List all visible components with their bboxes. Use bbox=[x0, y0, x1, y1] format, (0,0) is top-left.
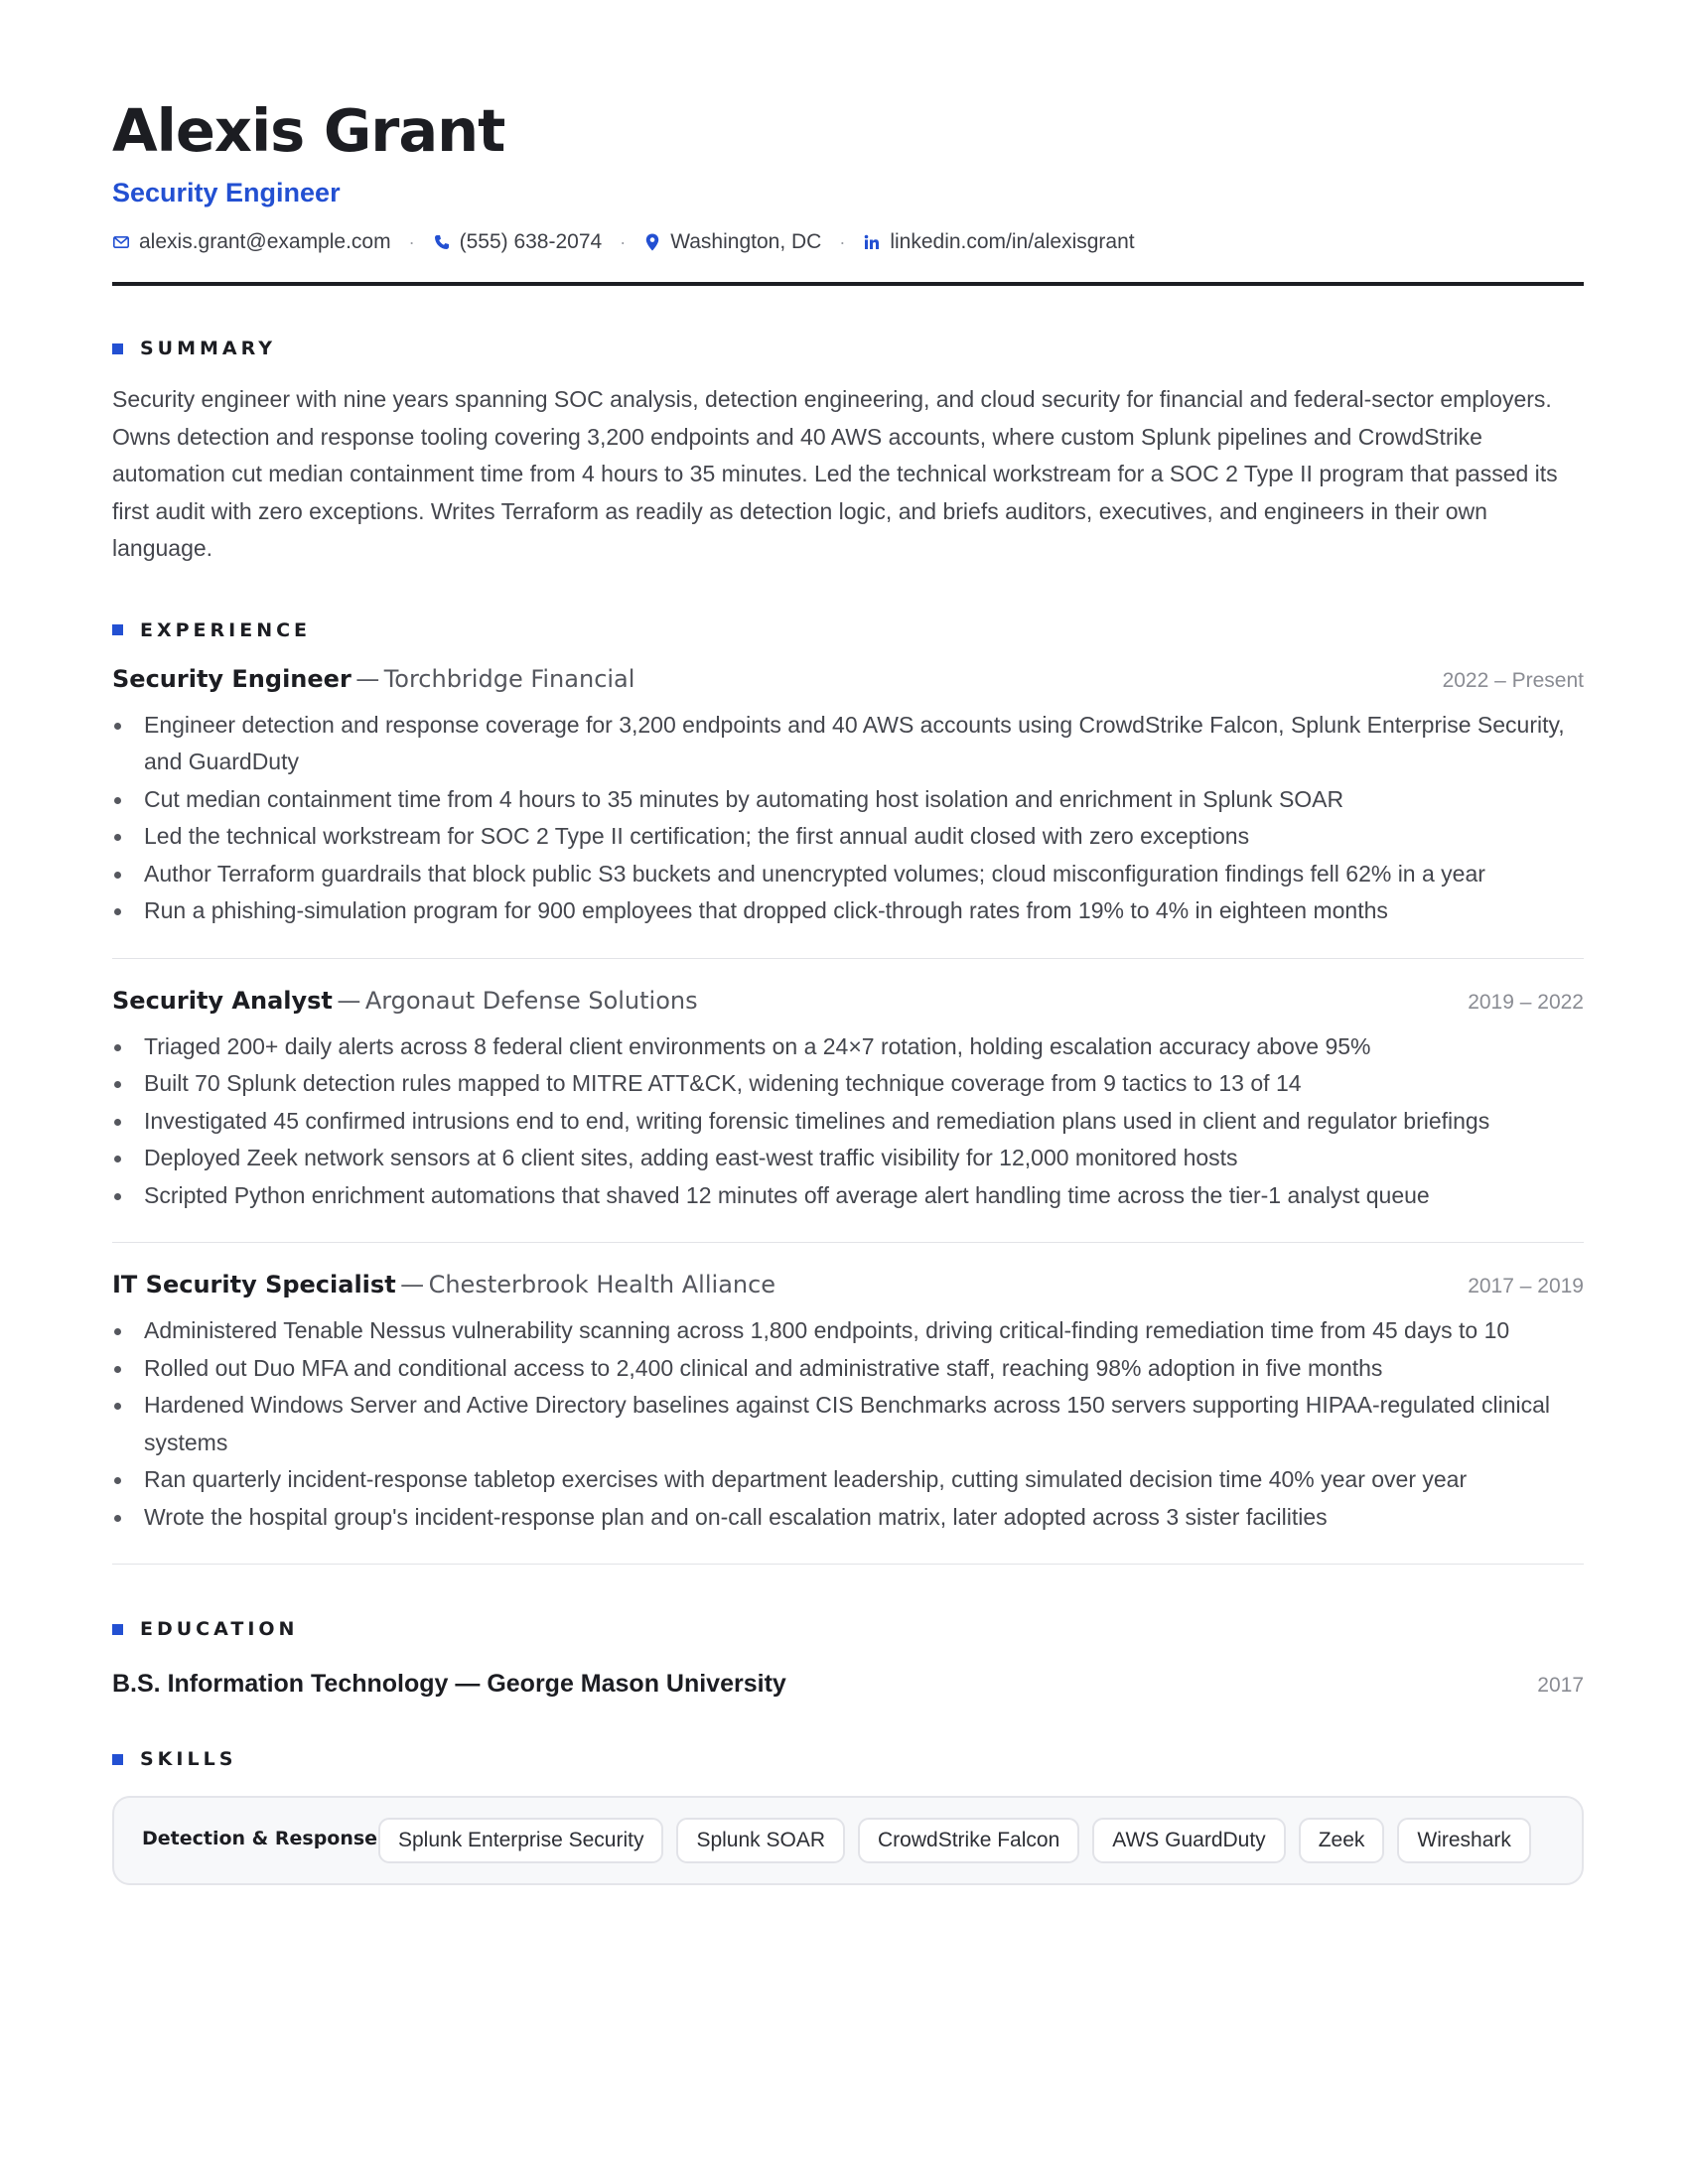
candidate-name: Alexis Grant bbox=[112, 96, 505, 165]
job-divider bbox=[112, 1242, 1584, 1243]
job-divider bbox=[112, 1564, 1584, 1565]
list-item: Built 70 Splunk detection rules mapped to MITRE ATT&CK, widening technique coverage from 9 tactics to 13 of 14 bbox=[112, 1065, 1584, 1103]
section-label: EXPERIENCE bbox=[140, 618, 312, 641]
header-divider bbox=[112, 282, 1584, 286]
mail-icon bbox=[112, 233, 130, 251]
skill-chips bbox=[378, 1818, 1560, 1863]
job-dates: 2017 – 2019 bbox=[1468, 1275, 1584, 1297]
job-heading bbox=[112, 665, 634, 693]
skill-chip: Wireshark bbox=[1397, 1818, 1531, 1863]
section-marker bbox=[112, 1754, 123, 1765]
education-heading bbox=[112, 1618, 1584, 1640]
job-company: Torchbridge Financial bbox=[383, 664, 635, 693]
education-degree: B.S. Information Technology — George Mason University bbox=[112, 1670, 786, 1698]
job-role: IT Security Specialist bbox=[112, 1271, 396, 1298]
section-label: SKILLS bbox=[140, 1748, 237, 1770]
list-item: Rolled out Duo MFA and conditional access to 2,400 clinical and administrative staff, reaching 98% adoption in five months bbox=[112, 1350, 1584, 1388]
job-separator: — bbox=[355, 664, 380, 693]
skill-chip: Splunk SOAR bbox=[676, 1818, 845, 1863]
job-heading bbox=[112, 987, 698, 1015]
skill-chip: Splunk Enterprise Security bbox=[378, 1818, 663, 1863]
contact-separator: · bbox=[620, 232, 627, 252]
job-header bbox=[112, 665, 1584, 693]
contact-location bbox=[643, 228, 821, 256]
skills-panel bbox=[112, 1796, 1584, 1885]
job-dates: 2019 – 2022 bbox=[1468, 990, 1584, 1014]
skills-heading bbox=[112, 1748, 1584, 1770]
list-item: Ran quarterly incident-response tabletop exercises with department leadership, cutting simulated decision time 40% year over year bbox=[112, 1461, 1584, 1499]
list-item: Scripted Python enrichment automations that shaved 12 minutes off average alert handling time across the tier-1 analyst queue bbox=[112, 1177, 1584, 1215]
summary-text: Security engineer with nine years spanning SOC analysis, detection engineering, and cloud security for financial and federal-sector employers. Owns detection and response tooling covering 3,200 endpoints and 40 AWS accounts, where custom Splunk pipelines and CrowdStrike automation cut median containment time from 4 hours to 35 minutes. Led the technical workstream for a SOC 2 Type II program that passed its first audit with zero exceptions. Writes Terraform as readily as detection logic, and briefs auditors, executives, and engineers in their own language. bbox=[112, 386, 1558, 561]
skill-chip: CrowdStrike Falcon bbox=[858, 1818, 1079, 1863]
contact-linkedin[interactable] bbox=[863, 228, 1134, 256]
list-item: Investigated 45 confirmed intrusions end to end, writing forensic timelines and remediation plans used in client and regulator briefings bbox=[112, 1103, 1584, 1141]
job-role: Security Analyst bbox=[112, 986, 333, 1015]
list-item: Hardened Windows Server and Active Directory baselines against CIS Benchmarks across 150 servers supporting HIPAA-regulated clinical systems bbox=[112, 1387, 1584, 1461]
summary-heading bbox=[112, 338, 1584, 359]
job-separator: — bbox=[337, 986, 361, 1015]
section-label: SUMMARY bbox=[140, 338, 276, 359]
linkedin-icon bbox=[863, 233, 881, 251]
phone-icon bbox=[433, 233, 451, 251]
job-bullets bbox=[112, 1312, 1584, 1536]
section-marker bbox=[112, 343, 123, 354]
job-entry bbox=[112, 665, 1584, 959]
job-entry bbox=[112, 987, 1584, 1244]
job-bullets bbox=[112, 1028, 1584, 1215]
phone-text: (555) 638-2074 bbox=[459, 230, 603, 253]
list-item: Wrote the hospital group's incident-response plan and on-call escalation matrix, later adopted across 3 sister facilities bbox=[112, 1499, 1584, 1537]
job-separator: — bbox=[400, 1271, 425, 1298]
list-item: Led the technical workstream for SOC 2 Type II certification; the first annual audit closed with zero exceptions bbox=[112, 818, 1584, 856]
job-role: Security Engineer bbox=[112, 664, 352, 693]
location-text: Washington, DC bbox=[670, 230, 822, 253]
list-item: Author Terraform guardrails that block public S3 buckets and unencrypted volumes; cloud misconfiguration findings fell 62% in a year bbox=[112, 856, 1584, 893]
section-label: EDUCATION bbox=[140, 1618, 299, 1640]
job-company: Argonaut Defense Solutions bbox=[364, 986, 698, 1015]
section-marker bbox=[112, 624, 123, 635]
candidate-title: Security Engineer bbox=[112, 178, 341, 207]
contact-phone[interactable] bbox=[433, 228, 603, 256]
list-item: Triaged 200+ daily alerts across 8 federal client environments on a 24×7 rotation, holding escalation accuracy above 95% bbox=[112, 1028, 1584, 1066]
list-item: Administered Tenable Nessus vulnerability scanning across 1,800 endpoints, driving critical-finding remediation time from 45 days to 10 bbox=[112, 1312, 1584, 1350]
job-divider bbox=[112, 958, 1584, 959]
linkedin-text: linkedin.com/in/alexisgrant bbox=[890, 230, 1135, 253]
skill-category: Detection & Response bbox=[142, 1828, 378, 1849]
contact-separator: · bbox=[839, 232, 846, 252]
skill-chip: AWS GuardDuty bbox=[1092, 1818, 1285, 1863]
email-text: alexis.grant@example.com bbox=[139, 230, 391, 253]
contact-bar bbox=[112, 228, 1584, 256]
contact-email[interactable] bbox=[112, 228, 391, 256]
list-item: Deployed Zeek network sensors at 6 client sites, adding east-west traffic visibility for 12,000 monitored hosts bbox=[112, 1140, 1584, 1177]
contact-separator: · bbox=[408, 232, 415, 252]
education-year: 2017 bbox=[1537, 1674, 1584, 1697]
location-pin-icon bbox=[643, 233, 661, 251]
experience-heading bbox=[112, 619, 1584, 641]
list-item: Run a phishing-simulation program for 900 employees that dropped click-through rates from 19% to 4% in eighteen months bbox=[112, 892, 1584, 930]
job-bullets bbox=[112, 707, 1584, 930]
job-heading bbox=[112, 1271, 775, 1298]
list-item: Cut median containment time from 4 hours to 35 minutes by automating host isolation and enrichment in Splunk SOAR bbox=[112, 781, 1584, 819]
list-item: Engineer detection and response coverage for 3,200 endpoints and 40 AWS accounts using CrowdStrike Falcon, Splunk Enterprise Security, and GuardDuty bbox=[112, 707, 1584, 781]
job-header bbox=[112, 987, 1584, 1015]
job-header bbox=[112, 1271, 1584, 1298]
job-dates: 2022 – Present bbox=[1442, 668, 1584, 692]
skill-chip: Zeek bbox=[1299, 1818, 1385, 1863]
section-marker bbox=[112, 1624, 123, 1635]
resume-page bbox=[112, 95, 1584, 1885]
job-entry bbox=[112, 1271, 1584, 1565]
job-company: Chesterbrook Health Alliance bbox=[428, 1271, 776, 1298]
education-entry bbox=[112, 1670, 1584, 1699]
